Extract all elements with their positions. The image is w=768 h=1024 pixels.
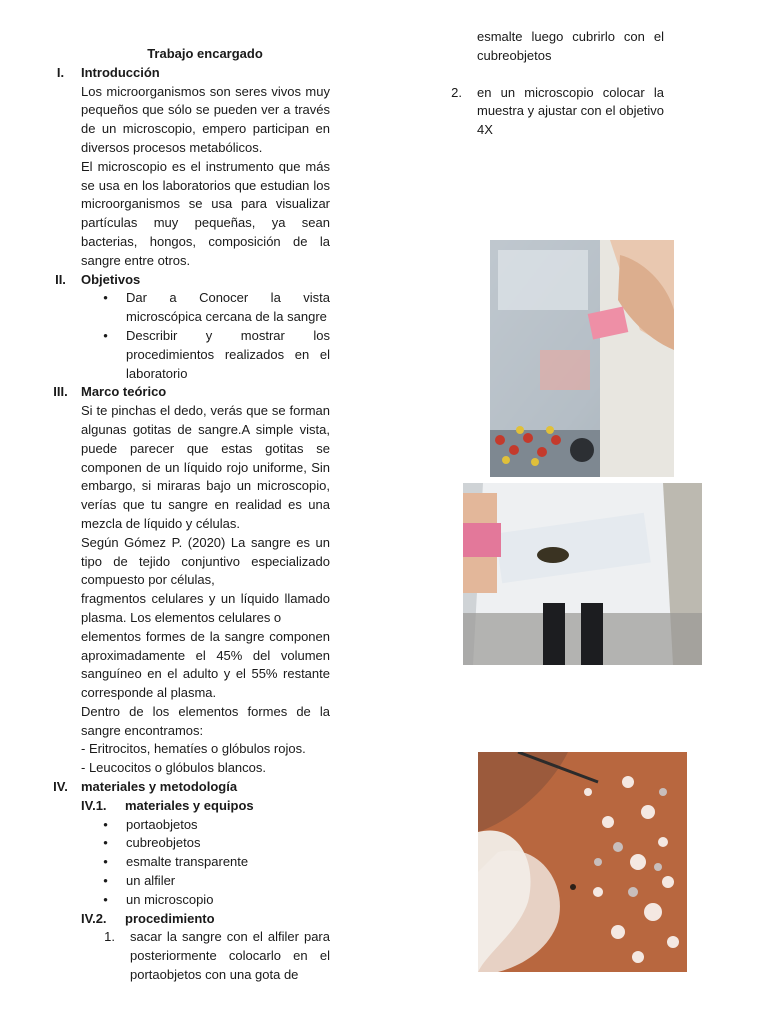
bullet-icon: • — [103, 891, 108, 907]
section-heading-marco — [40, 383, 330, 402]
bullet-icon: • — [103, 290, 108, 306]
bullet-icon: • — [103, 854, 108, 870]
marco-list-line-2: - Leucocitos o glóbulos blancos. — [81, 760, 267, 776]
bullet-icon: • — [103, 835, 108, 851]
list-item: • esmalte transparente — [85, 853, 330, 872]
list-item: • Dar a Conocer la vista microscópica cercana de la sangre — [85, 289, 330, 327]
marco-paragraph-3: Dentro de los elementos formes de la sangre encontramos: — [81, 703, 330, 738]
microscope-view-photo — [478, 752, 687, 972]
objetivos-list — [85, 289, 330, 383]
slide-sample-photo — [463, 483, 702, 665]
right-column — [432, 28, 664, 140]
section-heading-objetivos — [40, 271, 330, 290]
section-number: IV. — [53, 779, 68, 795]
intro-paragraph-1: Los microorganismos son seres vivos muy pequeños que sólo se pueden ver a través de un microscopio, empero participan en diversos procesos metabólicos. — [81, 83, 330, 155]
step-number: 2. — [451, 84, 462, 100]
bullet-icon: • — [103, 873, 108, 889]
section-title: Marco teórico — [81, 384, 167, 400]
subsection-number: IV.1. — [81, 797, 107, 813]
step-number: 1. — [104, 929, 115, 945]
marco-paragraph-1: Si te pinchas el dedo, verás que se forman algunas gotitas de sangre.A simple vista, puede parecer que estas gotitas se componen de un líquido rojo uniforme, Sin embargo, si miraras bajo un microscopio, verías que tu sangre en realidad es una mezcla de líquido y células. — [81, 403, 330, 531]
marco-paragraph-2a: Según Gómez P. (2020) La sangre es un tipo de tejido conjuntivo especializado compuesto por células, — [81, 534, 330, 588]
intro-paragraph-2: El microscopio es el instrumento que más se usa en los laboratorios que estudian los microorganismos se usa para visualizar partículas muy pequeñas, ya sean bacterias, hongos, composición de la sangre entre otros. — [81, 158, 330, 268]
document-title: Trabajo encargado — [147, 46, 263, 61]
bullet-icon: • — [103, 327, 108, 343]
list-item: • Describir y mostrar los procedimientos realizados en el laboratorio — [85, 327, 330, 383]
procedure-steps-left — [85, 928, 330, 984]
subsection-heading-procedimiento — [81, 910, 330, 929]
list-item: • un microscopio — [85, 891, 330, 910]
marco-paragraph-2b: fragmentos celulares y un líquido llamado plasma. Los elementos celulares o — [81, 591, 330, 625]
section-number: III. — [53, 384, 68, 400]
section-title: materiales y metodología — [81, 779, 238, 795]
subsection-number: IV.2. — [81, 910, 107, 926]
procedure-step-1: 1. sacar la sangre con el alfiler para posteriormente colocarlo en el portaobjetos con una gota de — [85, 928, 330, 984]
marco-list-line-1: - Eritrocitos, hematíes o glóbulos rojos. — [81, 741, 306, 757]
section-heading-introduccion — [40, 64, 330, 83]
section-title: Objetivos — [81, 271, 141, 287]
procedure-step-2: 2. en un microscopio colocar la muestra y ajustar con el objetivo 4X — [432, 84, 664, 140]
section-number: II. — [55, 271, 66, 287]
materiales-list — [85, 816, 330, 910]
list-item: • cubreobjetos — [85, 834, 330, 853]
bullet-icon: • — [103, 816, 108, 832]
marco-paragraph-2c: elementos formes de la sangre componen aproximadamente el 45% del volumen sanguíneo en el adulto y el 55% restante corresponde al plasma. — [81, 628, 330, 701]
subsection-title: procedimiento — [125, 910, 215, 926]
lab-slide-photo — [490, 240, 674, 477]
subsection-heading-materiales-equipos — [81, 797, 330, 816]
section-heading-materiales — [40, 778, 330, 797]
list-item: • portaobjetos — [85, 816, 330, 835]
section-title: Introducción — [81, 64, 160, 80]
section-number: I. — [56, 64, 65, 80]
list-item: • un alfiler — [85, 872, 330, 891]
procedure-steps-right — [432, 28, 664, 140]
left-column — [40, 45, 330, 985]
procedure-step-1-continued: esmalte luego cubrirlo con el cubreobjetos — [477, 29, 664, 63]
subsection-title: materiales y equipos — [125, 797, 254, 813]
